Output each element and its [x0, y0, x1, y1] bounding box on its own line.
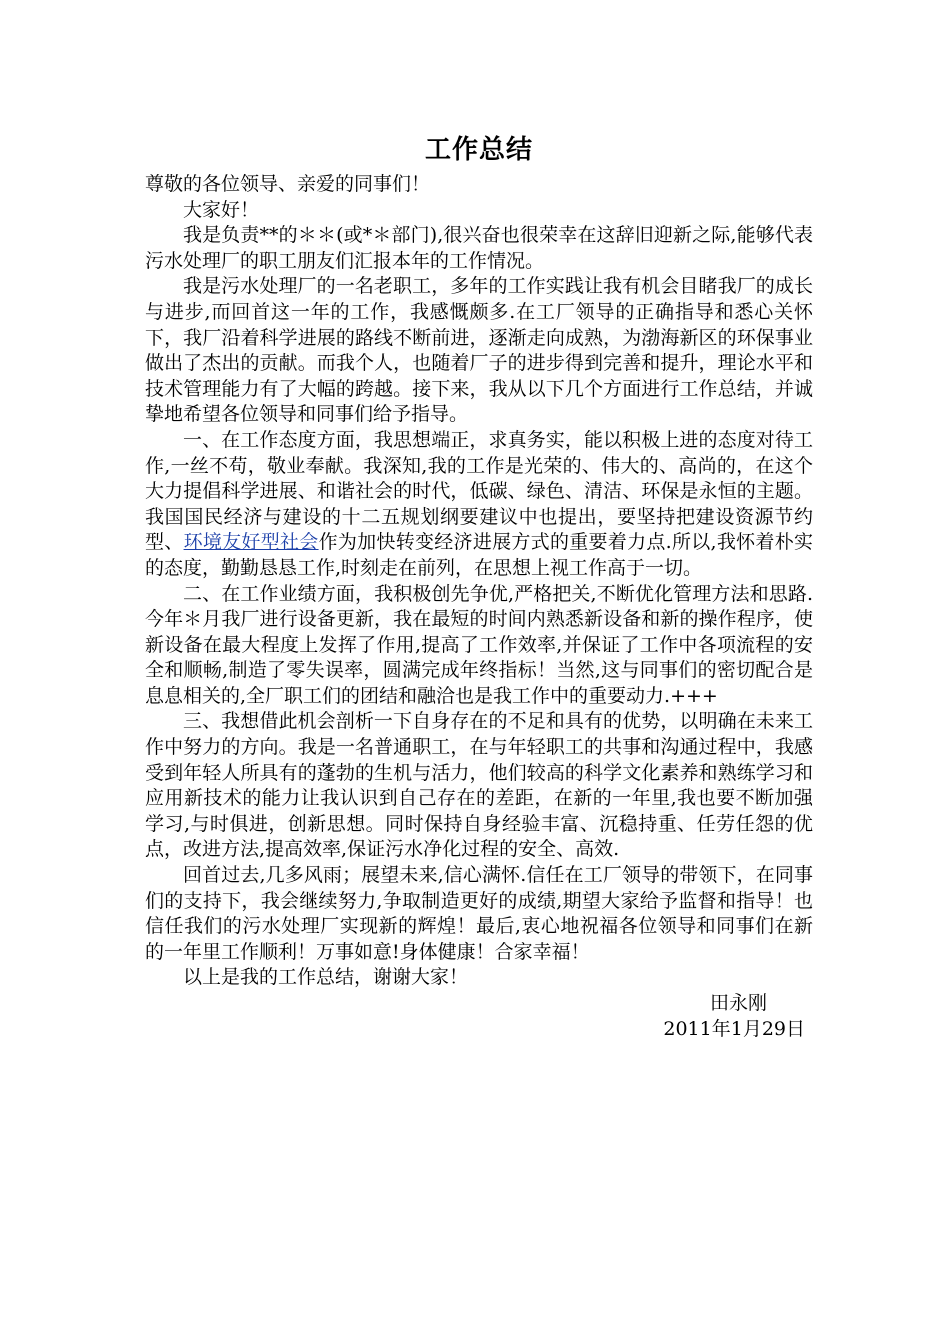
salutation: 尊敬的各位领导、亲爱的同事们！: [145, 173, 431, 195]
paragraph-closing: 以上是我的工作总结，谢谢大家！: [183, 966, 469, 989]
paragraph-self-analysis: 三、我想借此机会剖析一下自身存在的不足和具有的优势，以明确在未来工作中努力的方向。我是一名普通职工，在与年轻职工的共事和沟通过程中，我感受到年轻人所具有的蓬勃的生机与活力，他们较高的科学文化素养和熟练学习和应用新技术的能力让我认识到自己存在的差距，在新的一年里,我也要不断加强学习,与时俱进，创新思想。同时保持自身经验丰富、沉稳持重、任劳任怨的优点，改进方法,提高效率,保证污水净化过程的安全、高效.: [145, 710, 813, 861]
document-body: [145, 132, 813, 1042]
paragraph-work-attitude-text-2: 作为加快转变经济进展方式的重要着力点.所以,我怀着朴实的态度，勤勤恳恳工作,时刻走在前列，在思想上视工作高于一切。: [145, 531, 813, 579]
environment-friendly-society-link[interactable]: 环境友好型社会: [183, 531, 319, 554]
paragraph-work-attitude-text-1: 一、在工作态度方面，我思想端正，求真务实，能以积极上进的态度对待工作,一丝不苟，敬业奉献。我深知,我的工作是光荣的、伟大的、高尚的，在这个大力提倡科学进展、和谐社会的时代，低碳、绿色、清洁、环保是永恒的主题。我国国民经济与建设的十二五规划纲要建议中也提出，要坚持把建设资源节约型、: [145, 428, 813, 554]
document-title: 工作总结: [424, 135, 533, 165]
paragraph-intro: 我是负责**的＊＊(或*＊部门),很兴奋也很荣幸在这辞旧迎新之际,能够代表污水处理厂的职工朋友们汇报本年的工作情况。: [145, 224, 813, 272]
paragraph-overview: 我是污水处理厂的一名老职工，多年的工作实践让我有机会目睹我厂的成长与进步,而回首这一年的工作，我感慨颇多.在工厂领导的正确指导和悉心关怀下，我厂沿着科学进展的路线不断前进，逐渐走向成熟，为渤海新区的环保事业做出了杰出的贡献。而我个人，也随着厂子的进步得到完善和提升，理论水平和技术管理能力有了大幅的跨越。接下来，我从以下几个方面进行工作总结，并诚挚地希望各位领导和同事们给予指导。: [145, 275, 813, 426]
paragraph-outlook: 回首过去,几多风雨；展望未来,信心满怀.信任在工厂领导的带领下，在同事们的支持下，我会继续努力,争取制造更好的成绩,期望大家给予监督和指导！也信任我们的污水处理厂实现新的辉煌！最后,衷心地祝福各位领导和同事们在新的一年里工作顺利！万事如意!身体健康！合家幸福！: [145, 864, 813, 963]
paragraph-work-performance: 二、在工作业绩方面，我积极创先争优,严格把关,不断优化管理方法和思路.今年＊月我厂进行设备更新，我在最短的时间内熟悉新设备和新的操作程序，使新设备在最大程度上发挥了作用,提高了工作效率,并保证了工作中各项流程的安全和顺畅,制造了零失误率，圆满完成年终指标！当然,这与同事们的密切配合是息息相关的,全厂职工们的团结和融洽也是我工作中的重要动力.+++: [145, 582, 813, 707]
signature-name: 田永刚: [709, 992, 767, 1014]
greeting: 大家好！: [183, 198, 260, 221]
paragraph-work-attitude: [145, 428, 813, 582]
signature-date: 2011年1月29日: [663, 1017, 805, 1040]
